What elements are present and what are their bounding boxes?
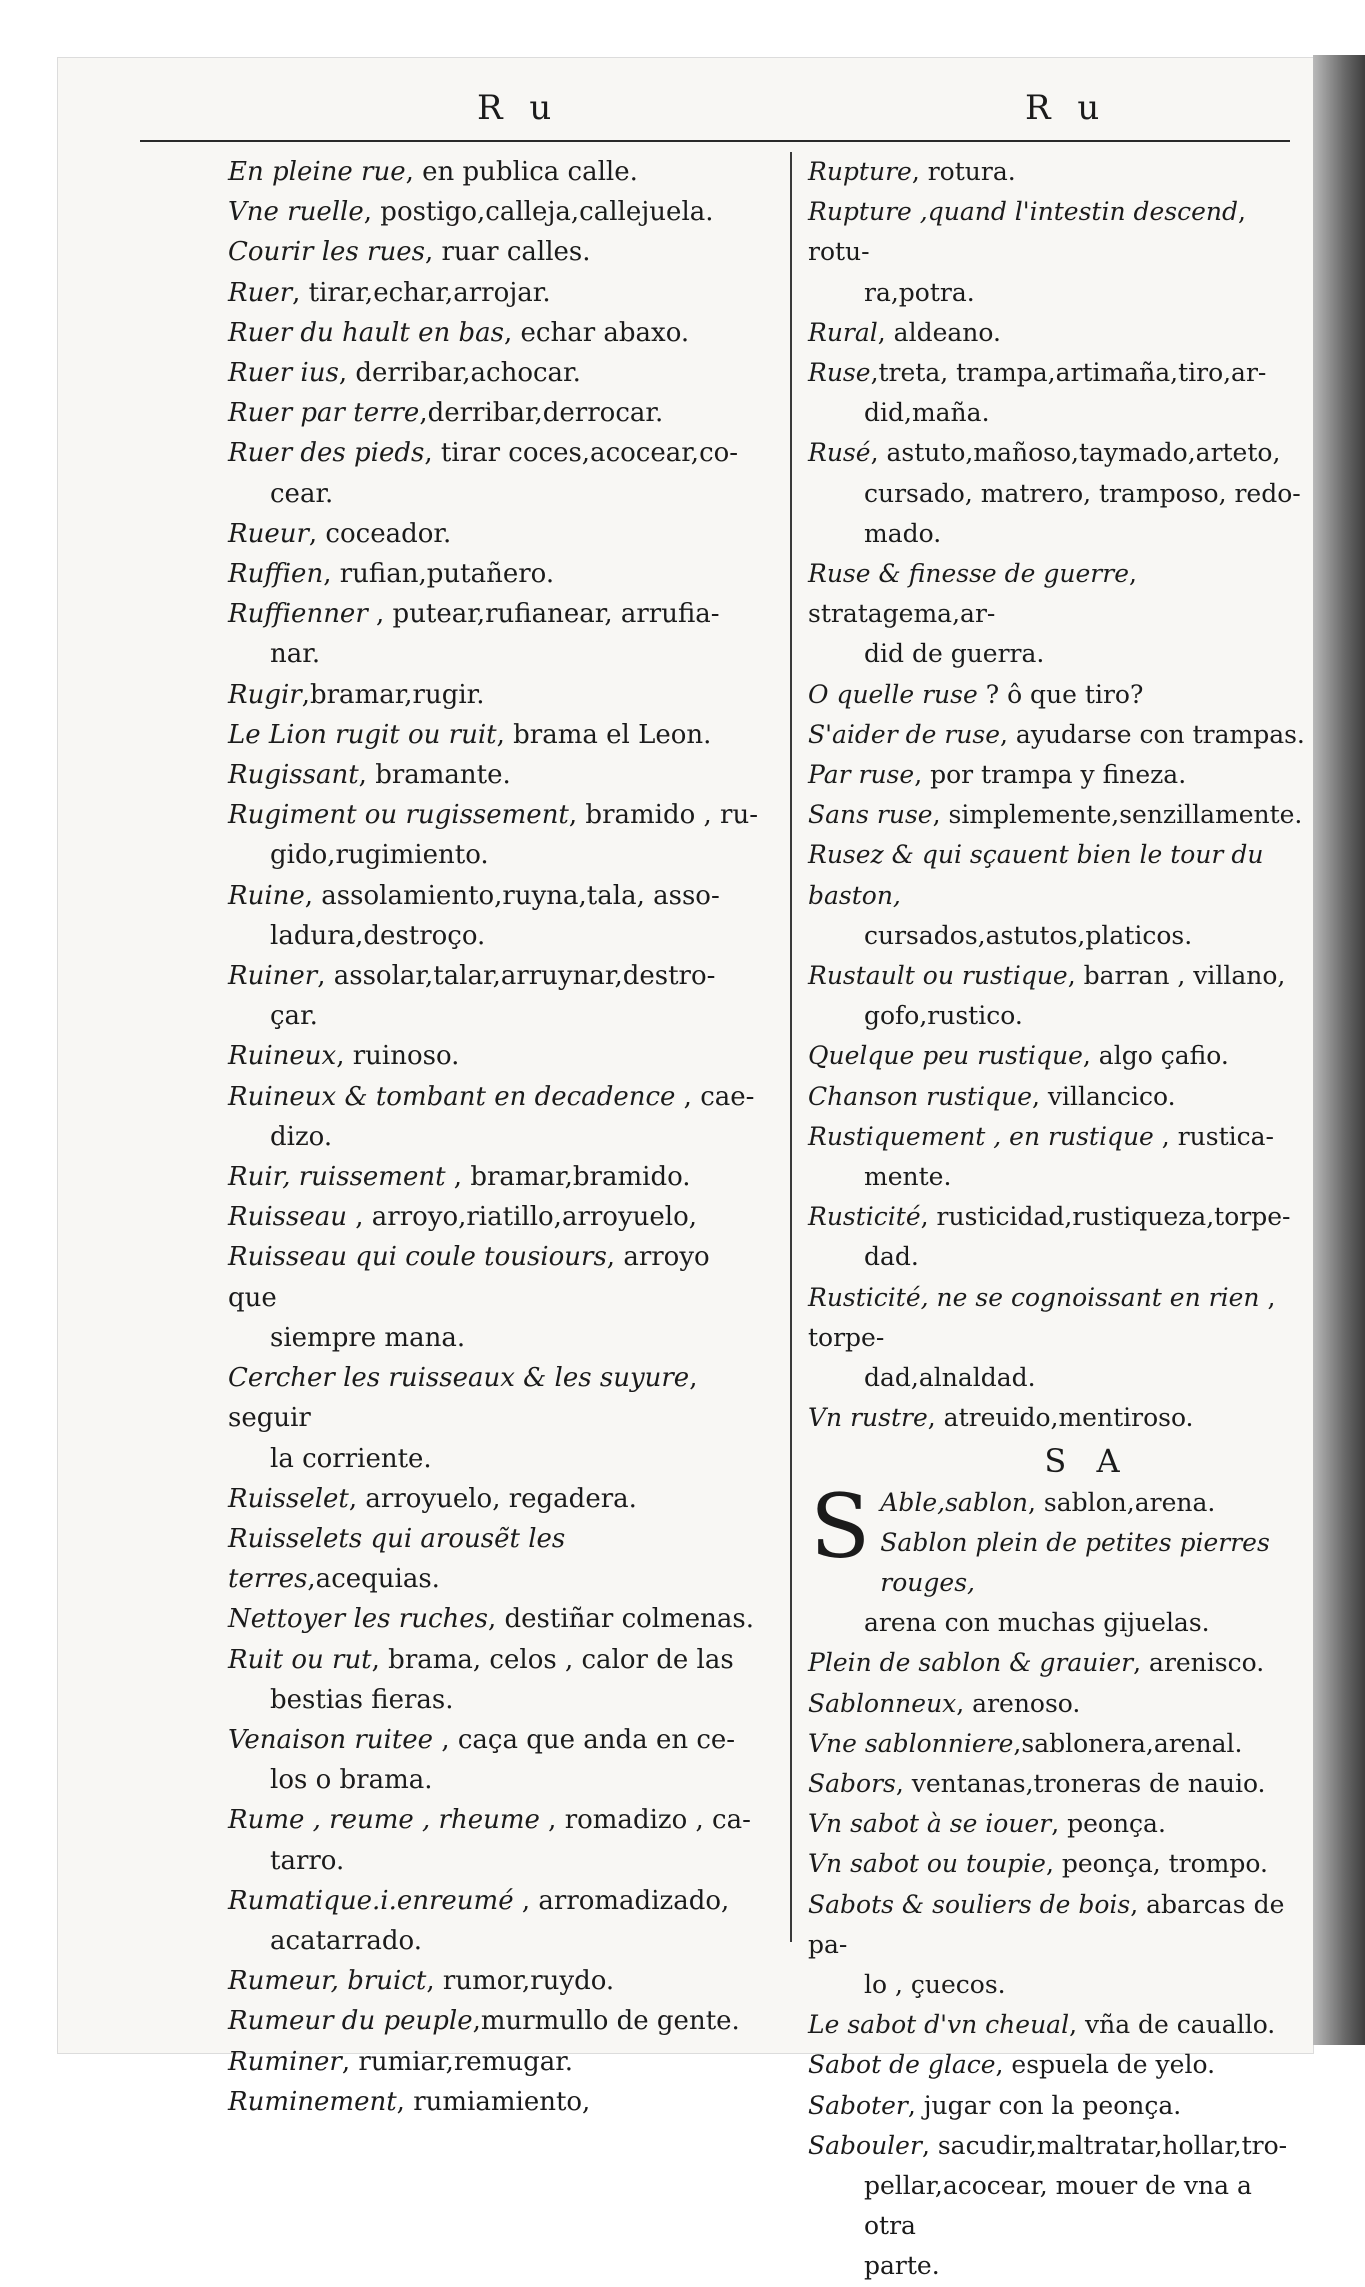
entry-continuation: cursado, matrero, tramposo, redo- [864, 478, 1301, 508]
entry-headword: Able,sablon [880, 1487, 1028, 1517]
dictionary-entry [808, 795, 1306, 835]
dictionary-entry [228, 1800, 758, 1880]
entry-headword: Sabot de glace [808, 2050, 996, 2080]
entry-definition: , assolar,talar,arruynar,destro- [317, 961, 716, 992]
entry-headword: Rural [808, 317, 878, 347]
entry-definition: , rumiar,remugar. [341, 2046, 574, 2077]
dictionary-entry [228, 192, 758, 232]
entry-continuation: ladura,destroço. [270, 920, 486, 951]
entry-headword: Par ruse [808, 760, 915, 790]
entry-definition: , seguir [228, 1363, 698, 1434]
entry-headword: Rusé [808, 438, 871, 468]
entry-definition: , villancico. [1032, 1081, 1176, 1111]
entry-definition: , ayudarse con trampas. [1000, 719, 1305, 749]
entry-headword: Rustiquement , en rustique [808, 1121, 1154, 1151]
entry-definition: , astuto,mañoso,taymado,arteto, [870, 438, 1281, 468]
dictionary-entry [228, 1599, 758, 1639]
dictionary-entry [228, 1881, 758, 1961]
dictionary-entry [808, 1885, 1306, 2006]
entry-definition: ,sablonera,arenal. [1013, 1728, 1243, 1758]
entry-headword: Quelque peu rustique [808, 1041, 1083, 1071]
dictionary-entry [808, 1643, 1306, 1683]
entry-definition: , destiñar colmenas. [487, 1604, 755, 1635]
entry-headword: Rumeur, bruict [228, 1966, 427, 1997]
entry-headword: Le Lion rugit ou ruit [228, 719, 497, 750]
entry-definition: , tirar coces,acocear,co- [424, 438, 739, 469]
column-divider [790, 152, 792, 1942]
dictionary-entry [808, 192, 1306, 313]
entry-definition: , coceador. [308, 518, 452, 549]
entry-headword: Ruse & finesse de guerre [808, 559, 1130, 589]
entry-definition: , ventanas,troneras de nauio. [895, 1768, 1266, 1798]
dictionary-entry [228, 755, 758, 795]
running-header-right: R u [1025, 88, 1108, 128]
dictionary-entry [808, 1724, 1306, 1764]
gutter-shadow [1313, 55, 1365, 2045]
dictionary-entry [228, 2042, 758, 2082]
entry-definition: , ruar calles. [424, 237, 591, 268]
entry-continuation: did,maña. [864, 398, 990, 428]
dictionary-entry [228, 2001, 758, 2041]
entry-continuation: tarro. [270, 1845, 345, 1876]
entry-headword: Plein de sablon & grauier [808, 1648, 1134, 1678]
dictionary-entry [228, 1961, 758, 2001]
entry-continuation: cear. [270, 478, 334, 509]
dictionary-entry [228, 715, 758, 755]
dictionary-entry [228, 554, 758, 594]
entry-headword: Vn sabot à se iouer [808, 1809, 1052, 1839]
entry-definition: , abarcas de pa- [808, 1889, 1285, 1959]
entry-continuation: lo , çuecos. [864, 1969, 1006, 1999]
entry-headword: Vne ruelle [228, 197, 364, 228]
entry-definition: , peonça. [1051, 1809, 1166, 1839]
dictionary-entry [228, 1519, 758, 1599]
entry-definition: , postigo,calleja,callejuela. [363, 197, 714, 228]
dictionary-entry [228, 1237, 758, 1358]
entry-definition: , arenoso. [956, 1688, 1081, 1718]
entry-headword: Ruit ou rut [228, 1644, 372, 1675]
dictionary-entry [228, 1036, 758, 1076]
entry-continuation: siempre mana. [270, 1322, 466, 1353]
dictionary-entry [808, 152, 1306, 192]
dictionary-entry [808, 1844, 1306, 1884]
entry-definition: , ruinoso. [336, 1041, 460, 1072]
entry-definition: , rotura. [911, 157, 1016, 186]
entry-headword: Chanson rustique [808, 1081, 1032, 1111]
entry-continuation: arena con muchas gijuelas. [864, 1608, 1210, 1638]
entry-continuation: gofo,rustico. [864, 1001, 1023, 1031]
dictionary-entry [228, 1157, 758, 1197]
dictionary-entry [808, 1523, 1306, 1644]
dictionary-entry [228, 594, 758, 674]
entry-definition: , tirar,echar,arrojar. [292, 277, 551, 308]
dictionary-entry [808, 675, 1306, 715]
entry-continuation: dizo. [270, 1121, 333, 1152]
entry-continuation: cursados,astutos,platicos. [864, 920, 1193, 950]
entry-headword: Ruir, ruissement [228, 1162, 446, 1193]
entry-headword: Rusticité [808, 1202, 921, 1232]
running-header-left: R u [477, 88, 560, 128]
dictionary-entry [228, 1640, 758, 1720]
dictionary-entry [808, 1804, 1306, 1844]
entry-definition: , arroyo que [228, 1242, 710, 1313]
entry-definition: , stratagema,ar- [808, 559, 1137, 629]
entry-definition: , rumiamiento, [396, 2086, 591, 2117]
entry-definition: , caça que anda en ce- [433, 1724, 736, 1755]
entry-continuation: ra,potra. [864, 277, 975, 307]
dictionary-entry [228, 956, 758, 1036]
entry-definition: , arroyo,riatillo,arroyuelo, [346, 1202, 698, 1233]
entry-headword: Sabors [808, 1768, 896, 1798]
entry-continuation: parte. [864, 2251, 940, 2281]
dictionary-entry [228, 232, 758, 272]
entry-definition: , arenisco. [1133, 1648, 1265, 1678]
entry-continuation: did de guerra. [864, 639, 1045, 669]
entry-definition: , echar abaxo. [503, 317, 690, 348]
dictionary-entry [808, 835, 1306, 956]
entry-headword: Ruffienner [228, 599, 368, 630]
entry-headword: Ruisselets qui arousẽt les terres [228, 1523, 566, 1595]
entry-headword: Saboter [808, 2090, 908, 2120]
entry-definition: , rotu- [808, 197, 1246, 267]
entry-definition: , algo çafio. [1082, 1041, 1229, 1071]
entry-continuation: bestias fieras. [270, 1684, 454, 1715]
dictionary-entry [808, 1684, 1306, 1724]
entry-definition: , arromadizado, [513, 1885, 730, 1916]
entry-headword: Venaison ruitee [228, 1724, 434, 1755]
dictionary-entry [808, 1398, 1306, 1438]
entry-definition: , brama el Leon. [496, 719, 712, 750]
entry-definition: ,bramar,rugir. [301, 679, 485, 710]
dictionary-entry [228, 514, 758, 554]
entry-headword: Ruminer [228, 2046, 342, 2077]
entry-headword: Ruisselet [228, 1483, 349, 1514]
entry-headword: Rugiment ou rugissement [228, 800, 569, 831]
entry-definition: , barran , villano, [1067, 961, 1286, 991]
dictionary-entry [808, 1117, 1306, 1197]
entry-headword: Ruisseau [228, 1202, 347, 1233]
entry-headword: Rusez & qui sçauent bien le tour du baston, [808, 840, 1264, 910]
dictionary-entry [808, 1764, 1306, 1804]
entry-definition: , vña de cauallo. [1069, 2010, 1276, 2040]
entry-headword: Courir les rues [228, 237, 425, 268]
entry-headword: Ruisseau qui coule tousiours [228, 1242, 607, 1273]
entry-continuation: gido,rugimiento. [270, 840, 489, 871]
dictionary-entry [808, 1036, 1306, 1076]
entry-continuation: los o brama. [270, 1765, 433, 1796]
entry-definition: , por trampa y fineza. [914, 760, 1187, 790]
dictionary-entry [808, 2126, 1306, 2287]
entry-definition: , jugar con la peonça. [907, 2090, 1182, 2120]
entry-definition: , bramar,bramido. [445, 1162, 691, 1193]
entry-continuation: la corriente. [270, 1443, 432, 1474]
entry-definition: , simplemente,senzillamente. [932, 800, 1303, 830]
dictionary-entry [228, 795, 758, 875]
entry-continuation: mado. [864, 518, 942, 548]
entry-definition: , romadizo , ca- [539, 1805, 751, 1836]
entry-continuation: nar. [270, 639, 321, 670]
dictionary-entry [228, 353, 758, 393]
entry-headword: Ruse [808, 358, 871, 388]
entry-definition: , en publica calle. [405, 157, 638, 187]
drop-cap: S [810, 1474, 871, 1578]
dictionary-entry [808, 1483, 1306, 1523]
dictionary-entry [808, 554, 1306, 675]
entry-headword: Ruer du hault en bas [228, 317, 504, 348]
entry-definition: , sacudir,maltratar,hollar,tro- [921, 2130, 1288, 2160]
entry-headword: Cercher les ruisseaux & les suyure [228, 1363, 690, 1394]
entry-headword: Sans ruse [808, 800, 933, 830]
entry-definition: , rustica- [1153, 1121, 1274, 1151]
left-column [228, 152, 758, 2122]
entry-headword: Sablonneux [808, 1688, 957, 1718]
entry-continuation: dad,alnaldad. [864, 1363, 1036, 1393]
entry-continuation: acatarrado. [270, 1925, 422, 1956]
entry-headword: Rugir [228, 679, 302, 710]
entry-definition: , putear,rufianear, arrufia- [367, 599, 720, 630]
dictionary-entry [228, 152, 758, 192]
dictionary-entry [228, 1077, 758, 1157]
dictionary-entry [228, 433, 758, 513]
entry-headword: Rupture ,quand l'intestin descend [808, 197, 1239, 227]
entry-headword: Ruffien [228, 559, 324, 590]
entry-headword: S'aider de ruse [808, 719, 1001, 749]
entry-definition: , brama, celos , calor de las [371, 1644, 734, 1675]
entry-headword: Ruineux [228, 1041, 337, 1072]
entry-definition: , arroyuelo, regadera. [348, 1483, 637, 1514]
dictionary-entry [808, 956, 1306, 1036]
entry-definition: , bramido , ru- [568, 800, 759, 831]
header-rule [140, 140, 1290, 142]
dictionary-entry [228, 273, 758, 313]
entry-definition: , aldeano. [877, 317, 1001, 347]
entry-definition: , rufian,putañero. [323, 559, 555, 590]
dictionary-entry [228, 393, 758, 433]
entry-headword: Nettoyer les ruches [228, 1604, 488, 1635]
entry-headword: En pleine rue [228, 157, 406, 187]
dictionary-entry [228, 1358, 758, 1479]
entry-definition: , peonça, trompo. [1045, 1849, 1268, 1879]
dictionary-entry [808, 1077, 1306, 1117]
dictionary-entry [808, 2086, 1306, 2126]
dictionary-entry [808, 1278, 1306, 1399]
entry-headword: O quelle ruse [808, 679, 978, 709]
entry-headword: Ruineux & tombant en decadence [228, 1081, 676, 1112]
entry-definition: , derribar,achocar. [338, 358, 581, 389]
entry-headword: Ruiner [228, 961, 318, 992]
entry-headword: Vn sabot ou toupie [808, 1849, 1046, 1879]
right-column [808, 152, 1306, 2287]
entry-definition: , atreuido,mentiroso. [927, 1403, 1194, 1433]
entry-headword: Rueur [228, 518, 309, 549]
dictionary-entry [228, 1479, 758, 1519]
dictionary-entry [228, 675, 758, 715]
dictionary-entry [808, 353, 1306, 433]
entry-headword: Rugissant [228, 760, 359, 791]
section-heading: S A [1044, 1441, 1130, 1480]
entry-headword: Sablon plein de petites pierres rouges, [880, 1527, 1270, 1597]
entry-continuation: pellar,acocear, mouer de vna a otra [864, 2170, 1252, 2241]
entry-definition: , cae- [675, 1081, 755, 1112]
entry-headword: Ruminement [228, 2086, 397, 2117]
entry-headword: Rupture [808, 157, 912, 186]
entry-headword: Ruer [228, 277, 293, 308]
entry-definition: , assolamiento,ruyna,tala, asso- [304, 880, 720, 911]
entry-definition: , rusticidad,rustiqueza,torpe- [920, 1202, 1291, 1232]
entry-definition: ,murmullo de gente. [472, 2006, 740, 2037]
entry-definition: , bramante. [358, 760, 511, 791]
dictionary-entry [228, 1720, 758, 1800]
entry-definition: ,treta, trampa,artimaña,tiro,ar- [870, 358, 1267, 388]
entry-headword: Rustault ou rustique [808, 961, 1068, 991]
entry-definition: ,acequias. [307, 1564, 440, 1595]
dictionary-entry [228, 1197, 758, 1237]
section-sa-entries [808, 1474, 1306, 2287]
entry-definition: ,derribar,derrocar. [419, 398, 664, 429]
entry-definition: , rumor,ruydo. [426, 1966, 615, 1997]
entry-definition: , espuela de yelo. [995, 2050, 1216, 2080]
entry-definition: ? ô que tiro? [977, 679, 1144, 709]
dictionary-entry [808, 433, 1306, 554]
dictionary-entry [808, 755, 1306, 795]
entry-headword: Ruine [228, 880, 305, 911]
dictionary-entry [228, 876, 758, 956]
entry-headword: Ruer par terre [228, 398, 420, 429]
entry-headword: Ruer des pieds [228, 438, 425, 469]
entry-headword: Sabouler [808, 2130, 922, 2160]
entry-headword: Rumeur du peuple [228, 2006, 473, 2037]
dictionary-entry [228, 313, 758, 353]
entry-headword: Rumatique.i.enreumé [228, 1885, 514, 1916]
dictionary-entry [808, 715, 1306, 755]
entry-continuation: dad. [864, 1242, 919, 1272]
entry-continuation: mente. [864, 1162, 952, 1192]
entry-headword: Vn rustre [808, 1403, 928, 1433]
entry-continuation: çar. [270, 1001, 318, 1032]
entry-headword: Rusticité, ne se cognoissant en rien [808, 1282, 1260, 1312]
entry-headword: Ruer ius [228, 358, 339, 389]
entry-definition: , sablon,arena. [1027, 1487, 1216, 1517]
dictionary-entry [808, 313, 1306, 353]
dictionary-entry [808, 1197, 1306, 1277]
entry-headword: Vne sablonniere [808, 1728, 1014, 1758]
entry-headword: Rume , reume , rheume [228, 1805, 540, 1836]
entry-headword: Sabots & souliers de bois [808, 1889, 1131, 1919]
entry-definition: , torpe- [808, 1282, 1276, 1352]
entry-headword: Le sabot d'vn cheual [808, 2010, 1070, 2040]
dictionary-entry [808, 2005, 1306, 2045]
dictionary-entry [228, 2082, 758, 2122]
